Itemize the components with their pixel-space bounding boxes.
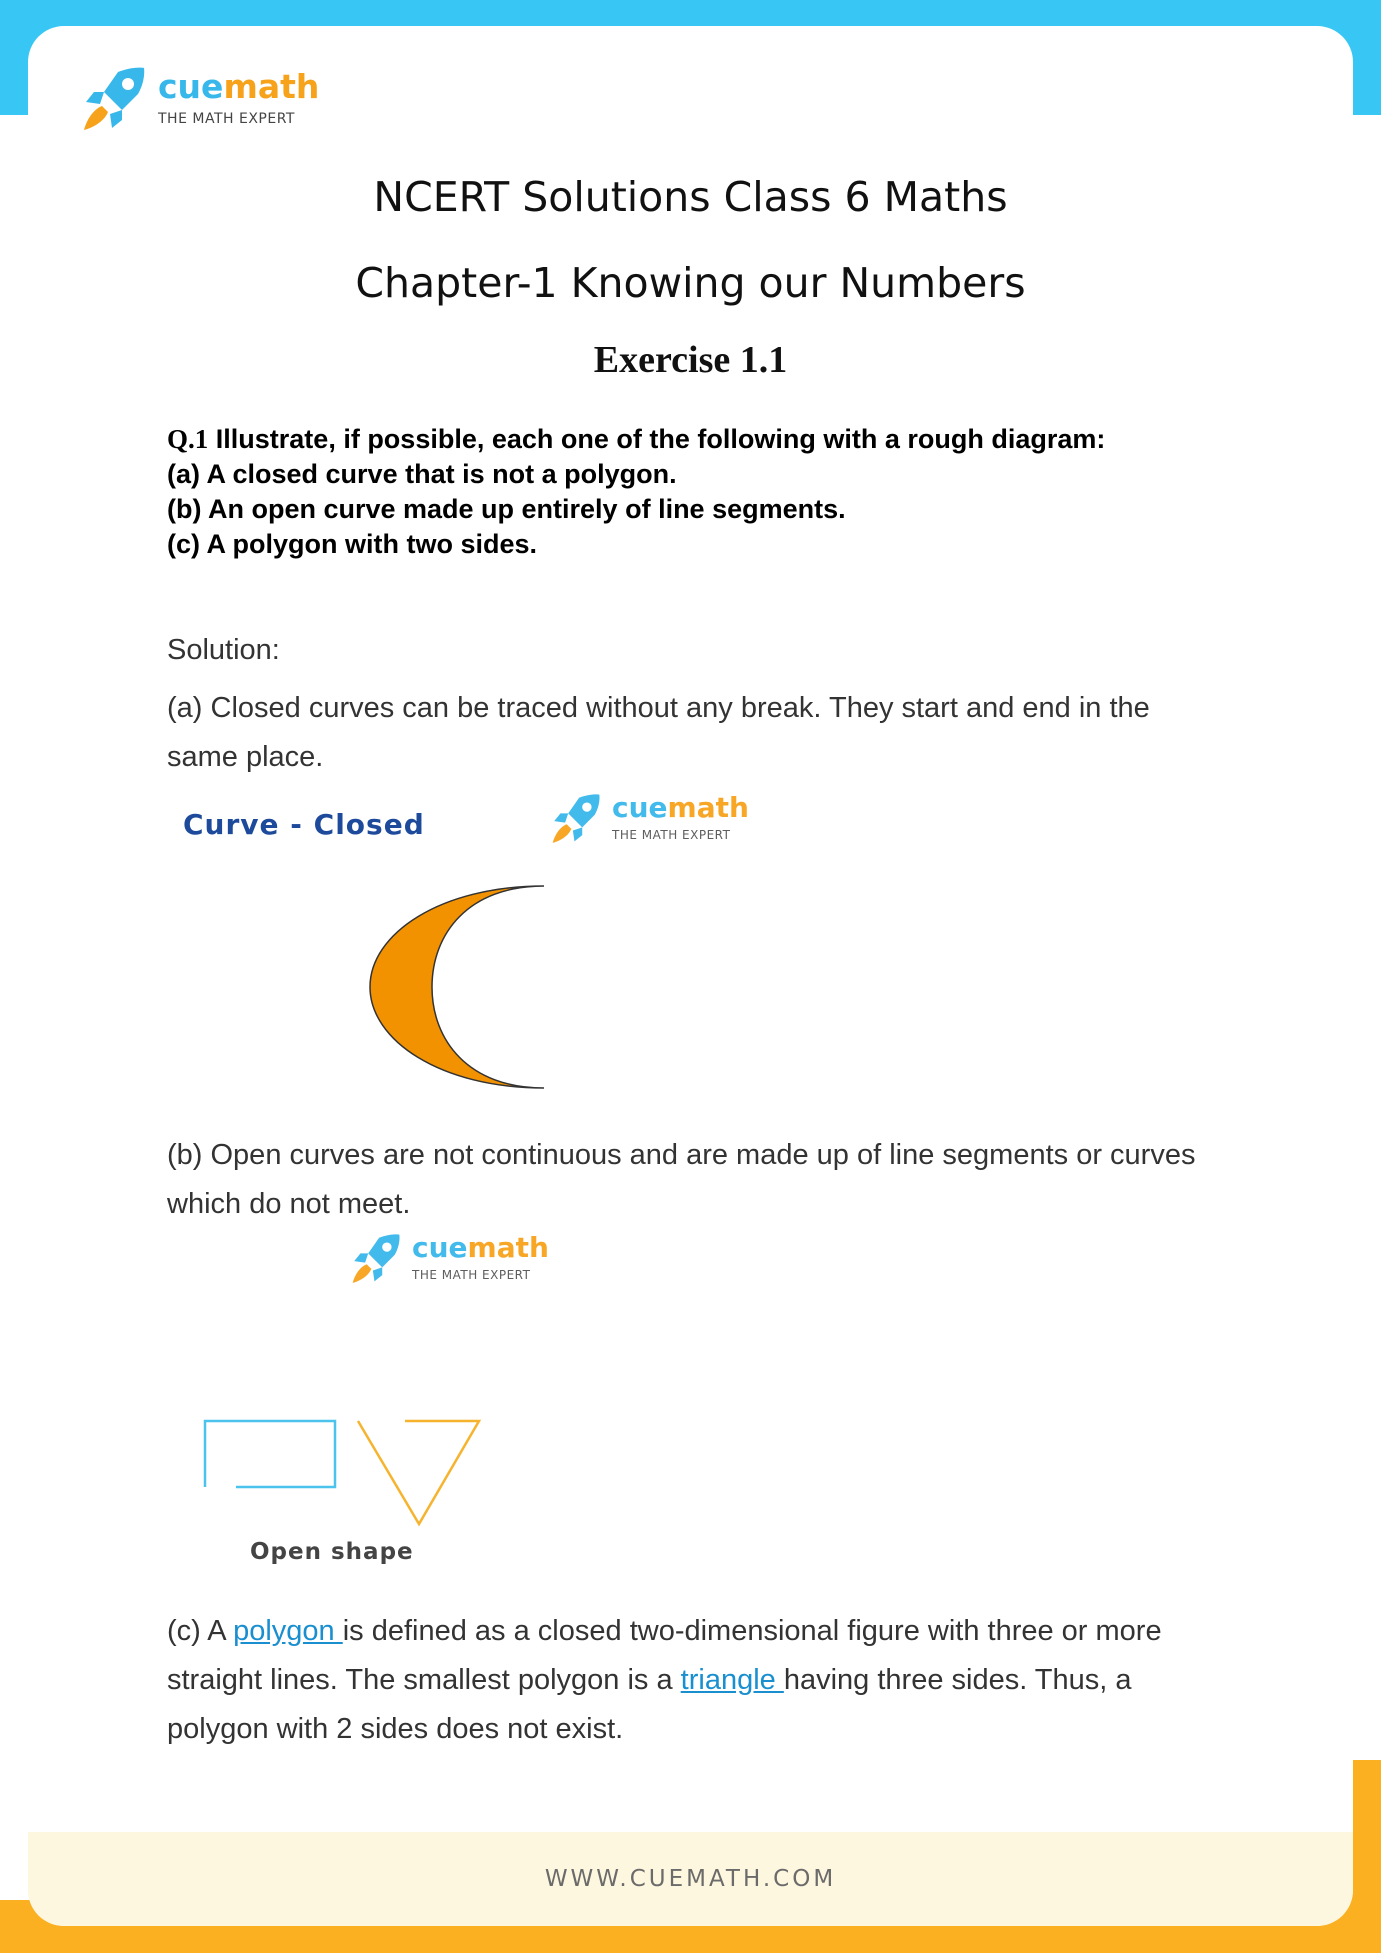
open-triangle-shape <box>358 1421 479 1524</box>
solution-heading: Solution: <box>167 634 280 666</box>
question-stem: Q.1 Illustrate, if possible, each one of the following with a rough diagram: <box>167 424 1106 454</box>
brand-tagline: THE MATH EXPERT <box>158 110 295 127</box>
chapter-title: Chapter-1 Knowing our Numbers <box>355 259 1026 307</box>
exercise-title: Exercise 1.1 <box>593 339 788 381</box>
brand-name: cuemath <box>612 791 749 824</box>
figure-open-shape-label: Open shape <box>250 1539 414 1565</box>
cuemath-watermark <box>548 790 749 846</box>
triangle-link[interactable]: triangle <box>680 1664 784 1696</box>
brand-tagline: THE MATH EXPERT <box>612 828 731 842</box>
footer-url[interactable]: WWW.CUEMATH.COM <box>544 1866 837 1892</box>
solution-part-b: (b) Open curves are not continuous and are made up of line segments or curves which do not meet. <box>167 1139 1196 1220</box>
question-part-c: (c) A polygon with two sides. <box>167 529 537 559</box>
open-rectangle-shape <box>205 1421 335 1487</box>
question-part-b: (b) An open curve made up entirely of line segments. <box>167 494 846 524</box>
rocket-icon <box>78 62 150 134</box>
figure-closed-curve-label: Curve - Closed <box>183 808 425 841</box>
polygon-link[interactable]: polygon <box>233 1615 343 1647</box>
brand-name: cuemath <box>412 1231 549 1264</box>
closed-curve-crescent <box>368 884 548 1090</box>
solution-part-c: (c) A polygon is defined as a closed two-dimensional figure with three or more straight lines. The smallest polygon is a triangle having three sides. Thus, a polygon with 2 sides does not exist. <box>167 1615 1162 1745</box>
rocket-icon <box>348 1230 404 1286</box>
cuemath-watermark <box>348 1230 549 1286</box>
brand-name: cuemath <box>158 66 320 106</box>
rocket-icon <box>548 790 604 846</box>
open-shapes-figure <box>200 1415 490 1527</box>
solution-part-a: (a) Closed curves can be traced without any break. They start and end in the same place. <box>167 692 1150 773</box>
brand-tagline: THE MATH EXPERT <box>412 1268 531 1282</box>
page-title: NCERT Solutions Class 6 Maths <box>373 173 1008 221</box>
page-footer <box>28 1832 1353 1926</box>
question-part-a: (a) A closed curve that is not a polygon. <box>167 459 677 489</box>
question-block <box>167 422 1217 562</box>
cuemath-logo[interactable] <box>78 62 319 134</box>
